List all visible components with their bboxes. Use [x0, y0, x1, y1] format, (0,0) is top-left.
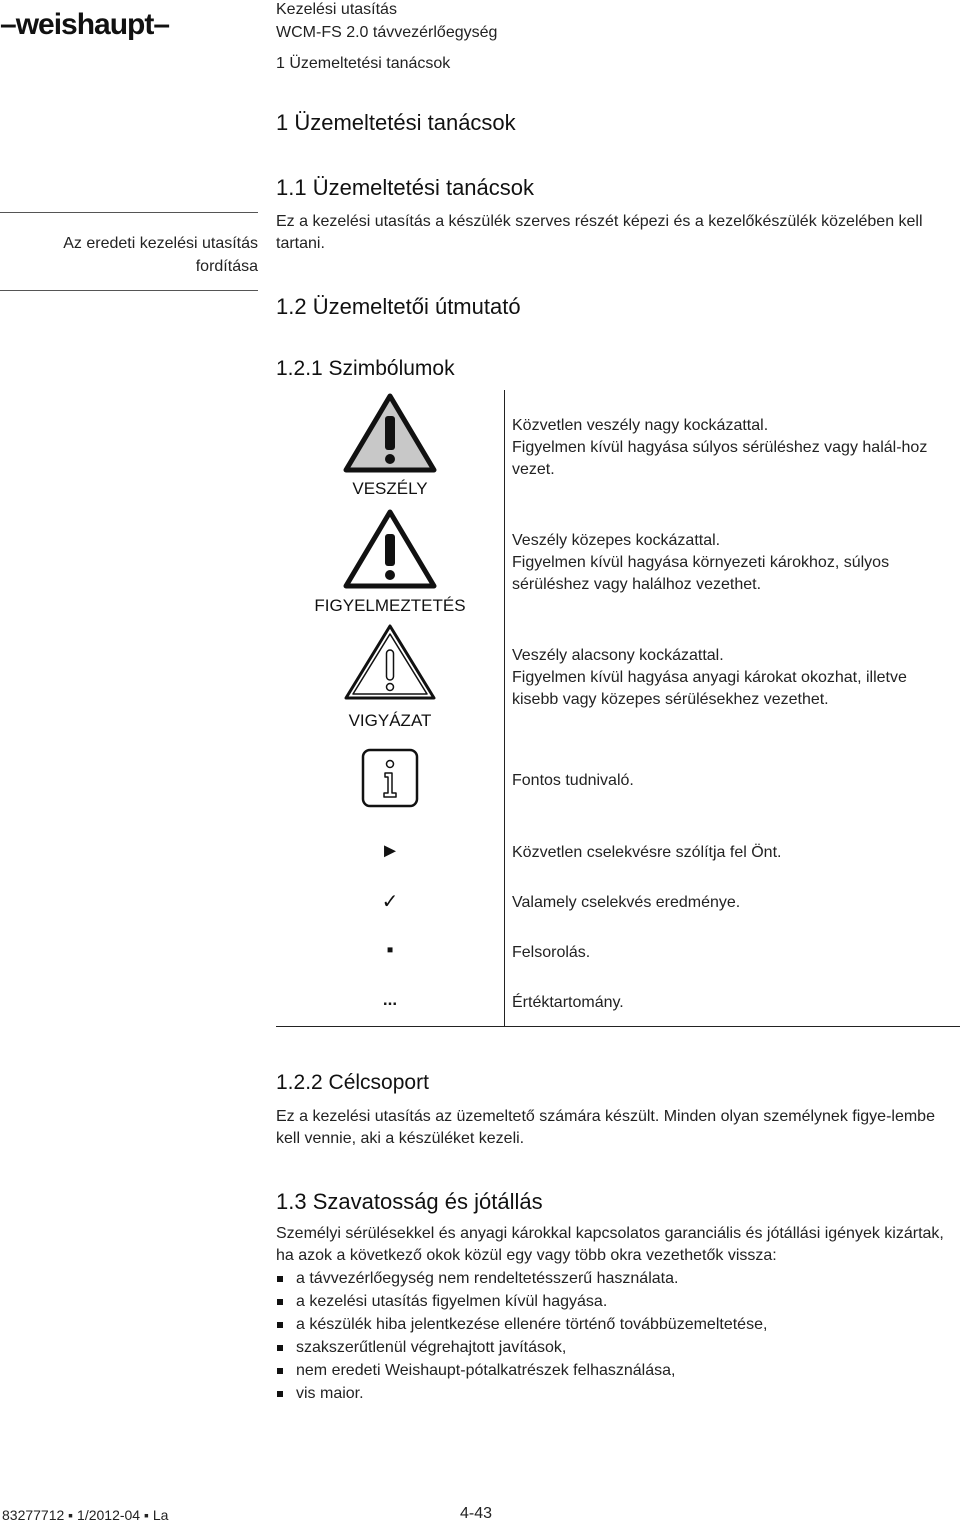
caution-line-2: Figyelmen kívül hagyása anyagi károkat okozhat, illetve kisebb vagy közepes sérülésekhez vezethet.: [512, 669, 907, 708]
arrow-right-icon: ►: [380, 840, 400, 862]
caution-label: VIGYÁZAT: [348, 711, 432, 730]
chapter-title: 1 Üzemeltetési tanácsok: [276, 110, 516, 135]
section-1-2-2-body: Ez a kezelési utasítás az üzemeltető számára készült. Minden olyan személynek figye-lembe kell vennie, aki a készüléket kezeli.: [276, 1108, 935, 1147]
footer-page-number: 4-43: [460, 1505, 493, 1522]
section-1-2-1-title: 1.2.1 Szimbólumok: [276, 357, 455, 380]
checkmark-icon: ✓: [381, 891, 399, 913]
caution-line-1: Veszély alacsony kockázattal.: [512, 647, 724, 664]
range-description: Értéktartomány.: [512, 994, 624, 1011]
symbol-caution: [276, 622, 504, 731]
info-icon: [361, 748, 419, 808]
section-1-2-2-title: 1.2.2 Célcsoport: [276, 1071, 429, 1094]
bullet-icon: [277, 1391, 283, 1397]
side-note: Az eredeti kezelési utasítás fordítása: [63, 235, 258, 275]
side-rule-bottom: [0, 290, 258, 291]
info-description: Fontos tudnivaló.: [512, 772, 634, 789]
list-description: Felsorolás.: [512, 944, 591, 961]
side-rule-top: [0, 212, 258, 213]
section-1-2-title: 1.2 Üzemeltetői útmutató: [276, 294, 521, 319]
symbols-divider: [504, 390, 505, 1026]
action-description: Közvetlen cselekvésre szólítja fel Önt.: [512, 844, 782, 861]
danger-line-2: Figyelmen kívül hagyása súlyos sérüléshez vagy halál-hoz vezet.: [512, 439, 928, 478]
list-item: a kezelési utasítás figyelmen kívül hagyása.: [276, 1290, 960, 1313]
section-1-3-intro: Személyi sérülésekkel és anyagi károkkal kapcsolatos garanciális és jótállási igények kizártak, ha azok a következő okok közül egy vagy több okra vezethetők vissza:: [276, 1225, 944, 1264]
square-bullet-icon: ▪: [386, 939, 394, 961]
list-item: a készülék hiba jelentkezése ellenére történő továbbüzemeltetése,: [276, 1313, 960, 1336]
symbols-bottom-rule: [276, 1026, 960, 1027]
list-item: vis maior.: [276, 1382, 960, 1405]
danger-warning-triangle-icon: [342, 392, 438, 474]
danger-description: [512, 415, 952, 481]
list-item: a távvezérlőegység nem rendeltetésszerű használata.: [276, 1267, 960, 1290]
warning-line-1: Veszély közepes kockázattal.: [512, 532, 721, 549]
bullet-icon: [277, 1345, 283, 1351]
symbol-info: [276, 748, 504, 813]
symbol-warning: [276, 508, 504, 616]
section-1-3-title: 1.3 Szavatosság és jótállás: [276, 1189, 543, 1214]
ellipsis-icon: ...: [382, 990, 398, 1009]
bullet-icon: [277, 1276, 283, 1282]
footer-doc-number: 83277712 ▪ 1/2012-04 ▪ La: [2, 1507, 169, 1523]
list-item: szakszerűtlenül végrehajtott javítások,: [276, 1336, 960, 1359]
section-1-1-body: Ez a kezelési utasítás a készülék szerves részét képezi és a kezelőkészülék közelében kell tartani.: [276, 213, 923, 252]
bullet-icon: [277, 1322, 283, 1328]
danger-label: VESZÉLY: [352, 479, 428, 498]
caution-triangle-icon: [342, 622, 438, 702]
header-chapter: 1 Üzemeltetési tanácsok: [276, 55, 451, 72]
weishaupt-logo: –weishaupt–: [0, 8, 170, 41]
header-product: WCM-FS 2.0 távvezérlőegység: [276, 24, 498, 41]
warranty-list: [276, 1267, 960, 1405]
section-1-1-title: 1.1 Üzemeltetési tanácsok: [276, 175, 535, 200]
danger-line-1: Közvetlen veszély nagy kockázattal.: [512, 417, 769, 434]
bullet-icon: [277, 1368, 283, 1374]
warning-line-2: Figyelmen kívül hagyása környezeti károkhoz, súlyos sérüléshez vagy halálhoz vezethet.: [512, 554, 890, 593]
warning-triangle-icon: [342, 508, 438, 590]
bullet-icon: [277, 1299, 283, 1305]
caution-description: [512, 645, 952, 711]
result-description: Valamely cselekvés eredménye.: [512, 894, 741, 911]
header-doc-type: Kezelési utasítás: [276, 1, 397, 18]
symbol-danger: [276, 392, 504, 499]
warning-label: FIGYELMEZTETÉS: [314, 596, 466, 615]
list-item: nem eredeti Weishaupt-pótalkatrészek felhasználása,: [276, 1359, 960, 1382]
warning-description: [512, 530, 952, 596]
